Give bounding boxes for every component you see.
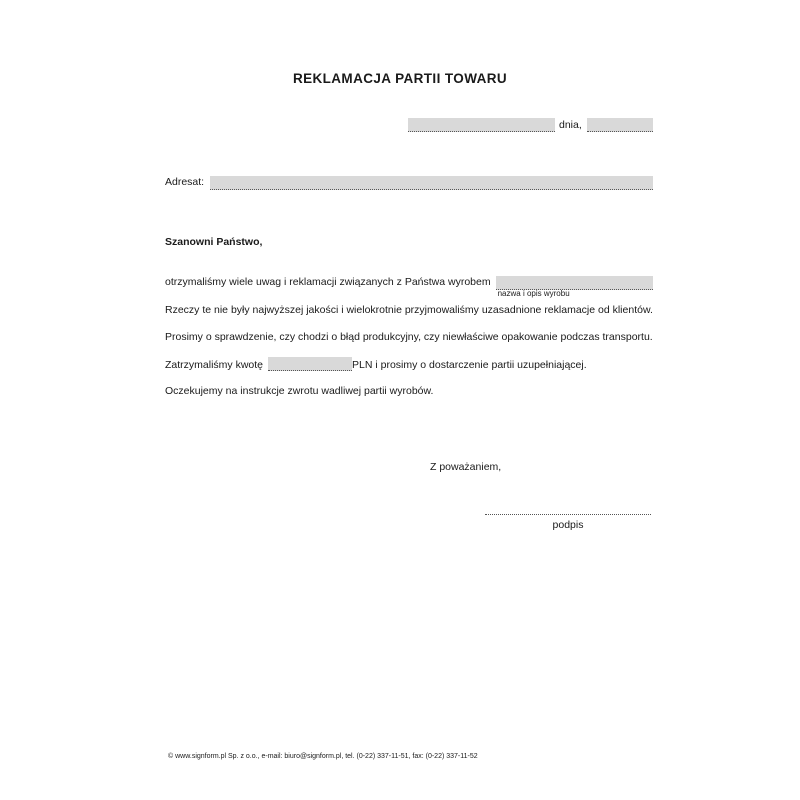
body-line-quality: Rzeczy te nie były najwyższej jakości i wielokrotnie przyjmowaliśmy uzasadnione reklamacje od klientów.: [165, 304, 653, 316]
date-field[interactable]: [587, 118, 653, 132]
addressee-label: Adresat:: [165, 176, 205, 188]
addressee-field[interactable]: [210, 176, 653, 190]
product-field[interactable]: [496, 276, 653, 298]
amount-line-prefix: Zatrzymaliśmy kwotę: [165, 359, 264, 371]
product-field-caption: nazwa i opis wyrobu: [497, 289, 570, 298]
date-row: [408, 118, 654, 132]
footer-copyright: © www.signform.pl Sp. z o.o., e-mail: biuro@signform.pl, tel. (0-22) 337-11-51, fax: (0-22) 337-11-52: [168, 753, 478, 760]
signature-block: [485, 514, 651, 532]
place-field[interactable]: [408, 118, 555, 132]
body-line-product: [165, 275, 653, 298]
product-line-text: otrzymaliśmy wiele uwag i reklamacji związanych z Państwa wyrobem: [165, 276, 491, 288]
addressee-row: [165, 175, 653, 190]
closing-regards: Z poważaniem,: [430, 461, 502, 473]
amount-field[interactable]: [268, 357, 352, 371]
body-line-amount: [165, 357, 653, 372]
amount-line-suffix: PLN i prosimy o dostarczenie partii uzupełniającej.: [352, 359, 587, 371]
salutation: Szanowni Państwo,: [165, 236, 263, 248]
body-line-check: Prosimy o sprawdzenie, czy chodzi o błąd produkcyjny, czy niewłaściwe opakowanie podczas transportu.: [165, 331, 653, 343]
body-line-return: Oczekujemy na instrukcje zwrotu wadliwej partii wyrobów.: [165, 385, 434, 397]
document-title: REKLAMACJA PARTII TOWARU: [292, 71, 508, 86]
date-label: dnia,: [559, 119, 582, 131]
signature-caption: podpis: [552, 519, 584, 531]
